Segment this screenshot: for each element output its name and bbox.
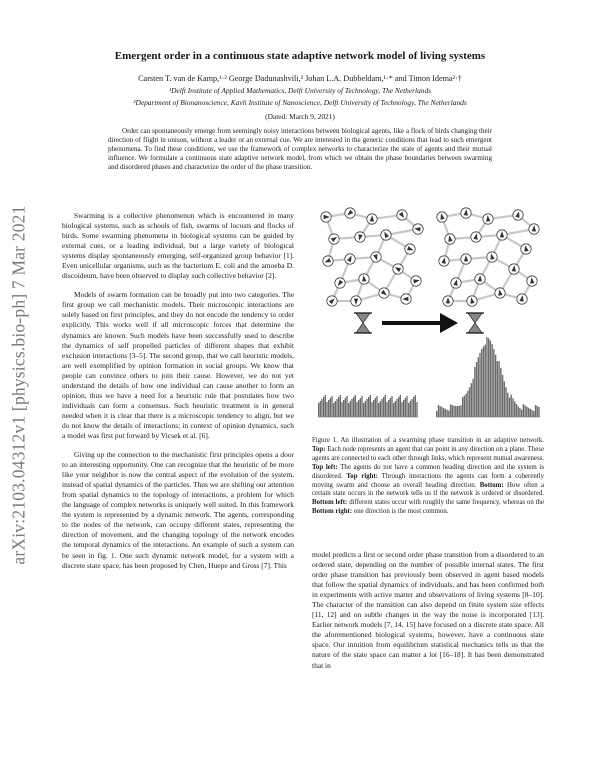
histogram-bar	[338, 397, 339, 417]
arrow-icon	[382, 313, 458, 333]
agent-node	[397, 210, 407, 220]
agent-node	[495, 288, 505, 298]
histogram-bar	[348, 403, 349, 417]
histogram-bar	[401, 402, 402, 417]
histogram-bar	[376, 396, 377, 417]
histogram-bar	[479, 353, 480, 417]
histogram-bar	[396, 399, 397, 417]
histogram-bar	[390, 398, 391, 417]
histogram-bar	[385, 395, 386, 417]
histogram-bar	[467, 391, 468, 417]
affiliation-1: ¹Delft Institute of Applied Mathematics, Delft University of Technology, The Netherlands	[168, 86, 432, 95]
date-line: (Dated: March 9, 2021)	[265, 112, 335, 121]
histogram-bar	[469, 387, 470, 417]
paper-title: Emergent order in a continuous state adaptive network model of living systems	[114, 50, 486, 62]
agent-node	[381, 230, 391, 240]
histogram-bar	[490, 341, 491, 417]
histogram-bar	[524, 405, 525, 417]
abstract: Order can spontaneously emerge from seemingly noisy interactions between biological agents, like a flock of birds changing their direction of flight in unison, without a leader or an external cue. We are interested in the generic conditions that lead to such emergent phenomena. To find these conditions, we use the framework of complex networks to characterize the state of agents and their mutual influence. We formulate a continuous state adaptive network model, from which we obtain the phase boundaries between swarming and disordered phases and characterize the order of the phase transition.	[108, 127, 492, 172]
histogram-bar	[370, 395, 371, 417]
histogram-bar	[383, 397, 384, 417]
histogram-bar	[326, 402, 327, 417]
agent-node	[379, 288, 389, 298]
agent-node	[411, 276, 421, 286]
histogram-bar	[416, 402, 417, 417]
histogram-ordered	[436, 337, 540, 417]
agent-node	[351, 296, 361, 306]
agent-node	[345, 208, 355, 218]
histogram-bar	[493, 349, 494, 417]
histogram-bar	[485, 345, 486, 417]
histogram-bar	[531, 410, 532, 417]
paragraph-2: Models of swarm formation can be broadly put into two categories. The first group we call mechanistic models. Their microscopic interactions are solely based on first principles, and they do not encode the tendency to order explicitly. This works well if all microscopic forces that determine the dynamics are known. Such models have been successfully used to describe the dynamics of self propelled particles of different shapes that exhibit exclusion interactions [3–5]. The second group, that we call heuristic models, are well exemplified by opinion formation in social groups. We know that people can convince others to join their cause. However, we do not yet understand the details of how one individual can cause another to form an opinion, thus we have a need for a heuristic rule that postulates how two individuals can form a consensus. Such heuristic treatment is in general needed when it is clear that there is a microscopic tendency to align, but we do not know the details of interactions; in context of opinion dynamics, such a model was first put forward by Vicsek et al. [6].	[62, 290, 294, 440]
agent-node	[323, 256, 333, 266]
histogram-bar	[333, 403, 334, 417]
histogram-bar	[331, 396, 332, 417]
histogram-bar	[381, 399, 382, 417]
histogram-bar	[457, 406, 458, 417]
histogram-bar	[328, 400, 329, 417]
agent-node	[393, 264, 403, 274]
agent-node	[367, 214, 377, 224]
histogram-bar	[495, 355, 496, 417]
histogram-bar	[336, 399, 337, 417]
agent-node	[445, 234, 455, 244]
histogram-bar	[472, 379, 473, 417]
agent-node	[471, 232, 481, 242]
agent-node	[327, 296, 337, 306]
histogram-bar	[476, 362, 477, 417]
histogram-bar	[514, 401, 515, 417]
histogram-bar	[413, 397, 414, 417]
agent-node	[345, 254, 355, 264]
histogram-bar	[436, 411, 437, 417]
agent-node	[509, 264, 519, 274]
histogram-bar	[505, 387, 506, 417]
agent-node	[513, 210, 523, 220]
histogram-bar	[512, 398, 513, 417]
histogram-bar	[453, 406, 454, 417]
agent-node	[467, 296, 477, 306]
histogram-bar	[464, 396, 465, 417]
histogram-bar	[439, 406, 440, 417]
histogram-bar	[365, 401, 366, 417]
histogram-bar	[366, 399, 367, 417]
histogram-bar	[537, 406, 538, 417]
agent-node	[475, 274, 485, 284]
histogram-bar	[325, 395, 326, 417]
agent-node	[439, 256, 449, 266]
histogram-bar	[373, 400, 374, 417]
author-list: Carsten T. van de Kamp,¹·² George Dadunashvili,² Johan L.A. Dubbeldam,¹·* and Timon Idema²·†	[138, 74, 462, 83]
histogram-bar	[497, 361, 498, 417]
histogram-bar	[478, 357, 479, 417]
histogram-bar	[455, 406, 456, 417]
histogram-bar	[504, 381, 505, 417]
paragraph-right: model predicts a first or second order phase transition from a disordered to an ordered state, depending on the number of possible internal states. The first order phase transition has previously been observed in agent based models that follow the spatial dynamics of individuals, and has been confirmed both in experiments with active matter and observations of living systems [8–10]. The character of the transition can also depend on finite system size effects [11, 12] and on subtle changes in the way the noise is incorporated [13]. Earlier network models [7, 14, 15] have focused on a discrete state space. All the aforementioned biological systems, however, have a continuous state space. Our intuition from equilibrium statistical mechanics tells us that the nature of the state space can matter a lot [16–18]. It has been demonstrated that in	[312, 550, 544, 670]
histogram-bar	[535, 405, 536, 417]
histogram-bar	[350, 401, 351, 417]
histogram-bar	[406, 396, 407, 417]
hourglass-left	[354, 313, 372, 333]
histogram-bar	[491, 344, 492, 417]
agent-node	[405, 244, 415, 254]
agent-node	[329, 234, 339, 244]
histogram-bar	[360, 398, 361, 417]
agent-node	[437, 212, 447, 222]
histogram-bar	[386, 402, 387, 417]
histogram-bar	[441, 407, 442, 417]
histogram-bar	[459, 406, 460, 417]
histogram-bar	[465, 393, 466, 417]
histogram-bar	[361, 396, 362, 417]
agent-node	[461, 208, 471, 218]
network-disordered	[321, 208, 423, 306]
histogram-bar	[511, 395, 512, 417]
histogram-bar	[371, 402, 372, 417]
histogram-bar	[450, 404, 451, 417]
histogram-bar	[363, 403, 364, 417]
histogram-bar	[411, 399, 412, 417]
histogram-bar	[378, 403, 379, 417]
agent-node	[355, 232, 365, 242]
histogram-bar	[445, 409, 446, 417]
arxiv-stamp: arXiv:2103.04312v1 [physics.bio-ph] 7 Mar 2021	[8, 205, 29, 565]
histogram-bar	[335, 401, 336, 417]
histogram-bar	[346, 396, 347, 417]
histogram-bar	[443, 408, 444, 417]
histogram-bar	[438, 405, 439, 417]
histogram-bar	[355, 395, 356, 417]
histogram-bar	[507, 393, 508, 417]
histogram-bar	[538, 407, 539, 417]
agent-node	[521, 244, 531, 254]
histogram-bar	[318, 403, 319, 417]
histogram-bar	[523, 404, 524, 417]
agent-node	[443, 296, 453, 306]
histogram-bar	[516, 404, 517, 417]
histogram-bar	[345, 398, 346, 417]
histogram-bar	[502, 375, 503, 417]
histogram-bar	[415, 395, 416, 417]
agent-node	[497, 230, 507, 240]
left-column	[62, 211, 294, 580]
agent-node	[401, 294, 411, 304]
agent-node	[335, 278, 345, 288]
agent-node	[483, 214, 493, 224]
histogram-bar	[393, 403, 394, 417]
histogram-bar	[410, 401, 411, 417]
histogram-bar	[517, 406, 518, 417]
histogram-bar	[526, 407, 527, 417]
histogram-bar	[340, 395, 341, 417]
histogram-bar	[353, 397, 354, 417]
histogram-bar	[500, 368, 501, 417]
histogram-bar	[519, 408, 520, 417]
histogram-bar	[388, 400, 389, 417]
histogram-disordered	[318, 395, 418, 417]
histogram-bar	[530, 409, 531, 417]
right-column	[312, 550, 544, 680]
histogram-bar	[408, 403, 409, 417]
histogram-bar	[398, 397, 399, 417]
histogram-bar	[320, 401, 321, 417]
histogram-bar	[471, 383, 472, 417]
histogram-bar	[403, 400, 404, 417]
histogram-bar	[446, 410, 447, 417]
agent-node	[517, 294, 527, 304]
figure-caption: Figure 1. An illustration of a swarming phase transition in an adaptive network. Top: Each node represents an agent that can point in any direction on a plane. These agents are connected to each other through links, which represent mutual awareness. Top left: The agents do not have a common heading direction and the system is disordered. Top right: Through interactions the agents can form a coherently moving swarm and choose an overall heading direction. Bottom: How often a certain state occurs in the network tells us if the network is ordered or disordered. Bottom left: different states occur with roughly the same frequency, whereas on the Bottom right: one direction is the most common.	[312, 437, 545, 516]
histogram-bar	[400, 395, 401, 417]
agent-node	[451, 278, 461, 288]
histogram-bar	[521, 410, 522, 417]
histogram-bar	[405, 398, 406, 417]
histogram-bar	[498, 361, 499, 417]
histogram-bar	[343, 400, 344, 417]
agent-node	[527, 276, 537, 286]
histogram-bar	[483, 346, 484, 417]
paragraph-3: Giving up the connection to the mechanistic first principles opens a door to an interesting opportunity. One can recognize that the heuristic of be more like your neighbor is now the central aspect of the evolution of the system, instead of spatial dynamics of the particles. Thus we are shifting our attention from spatial dynamics to the topology of interactions, a problem for which the language of complex networks is uniquely well suited. In this framework the system is represented by a dynamic network. The agents, corresponding to the nodes of the network, can occupy different states, representing the direction of movement, and the changing topology of the network encodes the temporal dynamics of the interactions. An example of such a system can be seen in fig. 1. One such dynamic network model, for a system with a discrete state space, has been proposed by Chen, Huepe and Gross [7]. This	[62, 450, 294, 570]
histogram-bar	[509, 397, 510, 417]
agent-node	[359, 274, 369, 284]
histogram-bar	[330, 398, 331, 417]
histogram-bar	[368, 397, 369, 417]
histogram-bar	[380, 401, 381, 417]
histogram-bar	[395, 401, 396, 417]
histogram-bar	[323, 397, 324, 417]
histogram-bar	[375, 398, 376, 417]
figure-1-illustration	[308, 205, 548, 430]
agent-node	[413, 224, 423, 234]
histogram-bar	[391, 396, 392, 417]
agent-node	[371, 252, 381, 262]
histogram-bar	[481, 349, 482, 417]
histogram-bar	[448, 411, 449, 417]
histogram-bar	[528, 408, 529, 417]
histogram-bar	[474, 367, 475, 417]
histogram-bar	[460, 405, 461, 417]
paragraph-1: Swarming is a collective phenomenon which is encountered in many biological systems, such as schools of fish, swarms of locusts and flocks of birds. Some swarming phenomena in biological systems can be guided by external cues, or a leading individual, but a large variety of biological systems display spontaneously emerging, self-organized group behavior [1]. Even unicellular organisms, such as the bacterium E. coli and the amoeba D. discoideum, have been observed to display such collective behavior [2].	[62, 211, 294, 281]
agent-node	[321, 212, 331, 222]
agent-node	[529, 224, 539, 234]
histogram-bar	[486, 337, 487, 417]
histogram-bar	[452, 405, 453, 417]
agent-node	[487, 252, 497, 262]
agent-node	[461, 254, 471, 264]
hourglass-right	[466, 313, 484, 333]
affiliation-2: ²Department of Bionanoscience, Kavli Institute of Nanoscience, Delft University of Technology, The Netherlands	[133, 98, 467, 107]
histogram-bar	[533, 411, 534, 417]
histogram-bar	[341, 402, 342, 417]
histogram-bar	[356, 402, 357, 417]
histogram-bar	[351, 399, 352, 417]
network-ordered	[437, 208, 539, 306]
histogram-bar	[358, 400, 359, 417]
histogram-bar	[488, 338, 489, 417]
histogram-bar	[462, 397, 463, 417]
histogram-bar	[321, 399, 322, 417]
